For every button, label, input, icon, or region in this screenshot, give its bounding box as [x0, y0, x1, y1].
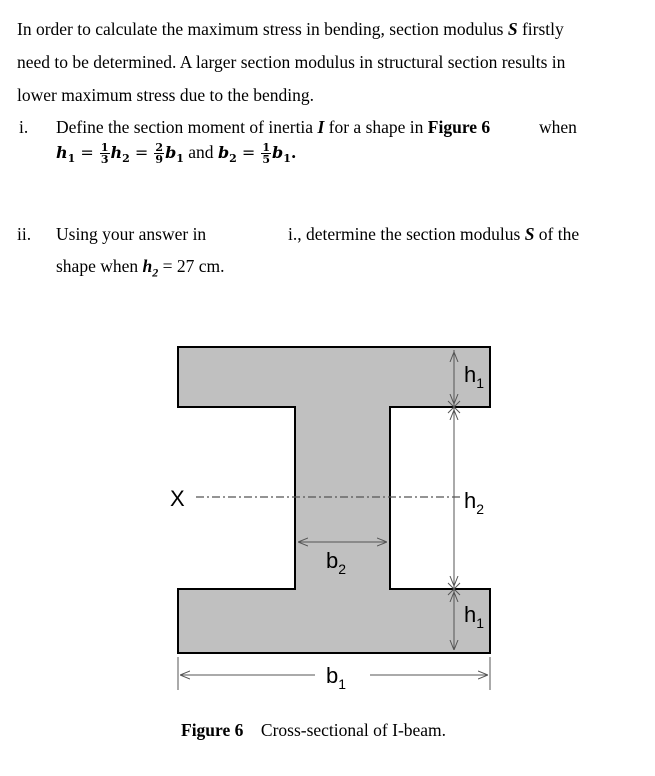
question-i-equation: $h_1$ = $\frac{1}{3}$ $h_2$ = $\frac{2}{9}$ $b_1$ and $b_2$ = $\frac{1}{5}$ $b_1$. [56, 141, 297, 166]
b2-label: $b_2$ [326, 548, 347, 577]
h1-top-label: $h_1$ [464, 362, 485, 391]
question-i-when: when [539, 117, 577, 137]
i-beam-shape [178, 347, 490, 653]
question-ii-line-2: shape when $h_2 = 27$ cm. [56, 256, 225, 280]
figure-caption: Figure 6 Cross-sectional of I-beam. [181, 720, 447, 740]
fraction-1: $\frac{1}{3}$ [100, 141, 109, 166]
intro-line-1: In order to calculate the maximum stress in bending, section modulus S firstly [17, 19, 564, 39]
intro-line-3: lower maximum stress due to the bending. [17, 85, 314, 105]
question-i-number: i. [19, 117, 29, 137]
question-ii-text-b: i., determine the section modulus S of the [288, 224, 580, 244]
question-ii-number: ii. [17, 224, 32, 244]
h2-label: $h_2$ [464, 488, 485, 517]
intro-line-2: need to be determined. A larger section modulus in structural section results in [17, 52, 566, 72]
b1-label: $b_1$ [326, 663, 347, 692]
question-i-text: Define the section moment of inertia I for a shape in Figure 6 [56, 117, 491, 137]
h1-bottom-label: $h_1$ [464, 602, 485, 631]
intro-paragraph [17, 14, 565, 110]
x-axis-label: X [170, 486, 185, 511]
fraction-2: $\frac{2}{9}$ [155, 141, 164, 166]
i-beam-figure [0, 330, 655, 730]
fraction-3: $\frac{1}{5}$ [262, 141, 271, 166]
question-ii-text-a: Using your answer in [56, 224, 207, 244]
